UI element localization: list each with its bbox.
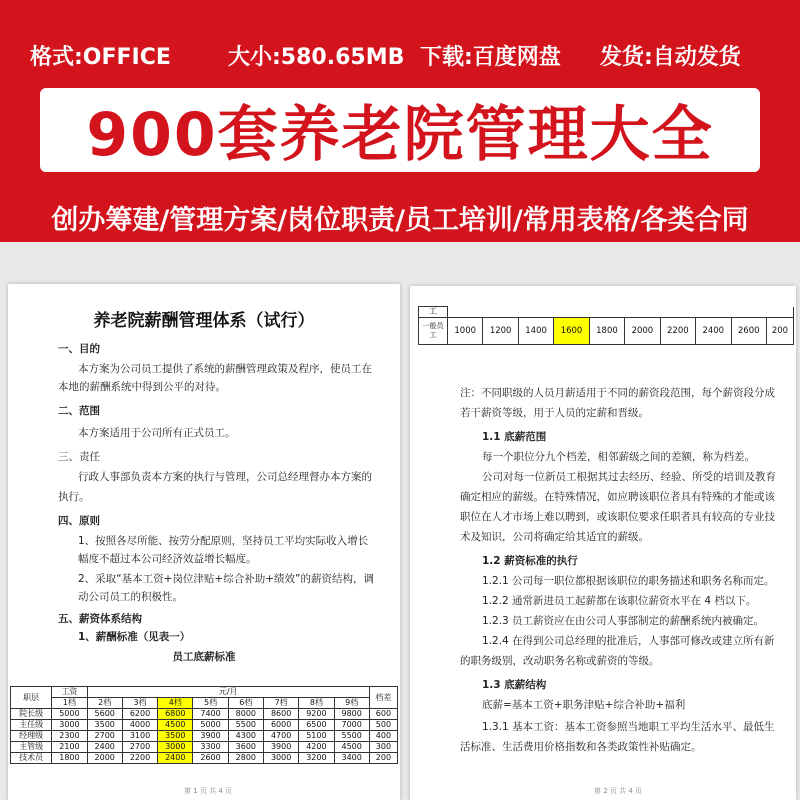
table-cell: 3900 <box>263 742 298 753</box>
table-cell: 3500 <box>87 720 122 731</box>
table-cell: 主任级 <box>11 720 52 731</box>
section-heading: 四、原则 <box>58 515 100 527</box>
table-cell: 5000 <box>193 720 228 731</box>
paragraph-line: 行政人事部负责本方案的执行与管理，公司总经理督办本方案的 <box>78 471 372 483</box>
table-cell: 2200 <box>660 318 695 345</box>
paragraph-line: 执行。 <box>58 491 90 503</box>
table-cell <box>448 307 794 318</box>
section-heading: 1.3 底薪结构 <box>482 679 547 691</box>
paragraph-line: 2、采取“基本工资+岗位津贴+综合补助+绩效”的薪资结构，调 <box>78 573 374 585</box>
paragraph-line: 活标准、生活费用价格指数和各类政策性补贴确定。 <box>460 741 702 753</box>
table-header: 9档 <box>334 698 369 709</box>
table-cell: 2400 <box>87 742 122 753</box>
table-cell: 3000 <box>52 720 87 731</box>
table-cell: 600 <box>369 709 397 720</box>
table-cell: 6500 <box>299 720 334 731</box>
paragraph-line: 若干薪资等级，用于人员的定薪和晋级。 <box>460 407 649 419</box>
row-label: 工 <box>429 331 437 339</box>
table-cell: 6200 <box>122 709 157 720</box>
salary-table-continued <box>418 306 794 345</box>
table-row <box>11 720 398 731</box>
table-cell: 9800 <box>334 709 369 720</box>
table-cell: 5000 <box>52 709 87 720</box>
section-heading: 五、薪资体系结构 <box>58 613 142 625</box>
table-header: 8档 <box>299 698 334 709</box>
paragraph-line: 职位在人才市场上难以聘到，或该职位要求任职者具有较高的专业技 <box>460 511 775 523</box>
table-cell: 7400 <box>193 709 228 720</box>
table-caption: 员工底薪标准 <box>172 651 236 663</box>
table-cell: 2300 <box>52 731 87 742</box>
table-row <box>11 731 398 742</box>
paragraph-line: 本方案为公司员工提供了系统的薪酬管理政策及程序，使员工在 <box>78 363 372 375</box>
subsection-heading: 1、薪酬标准（见表一） <box>78 631 191 643</box>
banner-title: 900套养老院管理大全 <box>86 100 714 170</box>
table-cell: 3000 <box>158 742 193 753</box>
table-cell: 2600 <box>731 318 766 345</box>
table-cell: 8600 <box>263 709 298 720</box>
doc-title: 养老院薪酬管理体系（试行） <box>93 311 315 331</box>
table-cell: 4200 <box>299 742 334 753</box>
paragraph-line: 本方案适用于公司所有正式员工。 <box>78 427 236 439</box>
table-header: 4档 <box>158 698 193 709</box>
table-cell: 3300 <box>193 742 228 753</box>
section-heading: 一、目的 <box>58 343 100 355</box>
paragraph-line: 的职务级别，改动职务名称或薪资的等级。 <box>460 655 660 667</box>
table-cell: 1400 <box>518 318 553 345</box>
table-cell: 4700 <box>263 731 298 742</box>
table-header: 档差 <box>369 687 397 709</box>
table-cell: 1800 <box>589 318 624 345</box>
title-box <box>40 88 760 172</box>
table-cell: 经理级 <box>11 731 52 742</box>
paragraph-line: 1.3.1 基本工资：基本工资参照当地职工平均生活水平、最低生 <box>482 721 775 733</box>
paragraph-line: 1.2.3 员工薪资应在由公司人事部制定的薪酬系统内被确定。 <box>482 615 765 627</box>
paragraph-line: 1、按照各尽所能、按劳分配原则，坚持员工平均实际收入增长 <box>78 535 369 547</box>
table-cell: 3200 <box>299 753 334 764</box>
table-cell: 200 <box>369 753 397 764</box>
table-cell: 3500 <box>158 731 193 742</box>
table-cell: 5500 <box>228 720 263 731</box>
paragraph-line: 1.2.4 在得到公司总经理的批准后，人事部可修改或建立所有新 <box>482 635 775 647</box>
table-cell: 2400 <box>696 318 731 345</box>
table-cell: 8000 <box>228 709 263 720</box>
table-cell: 5600 <box>87 709 122 720</box>
table-cell: 3600 <box>228 742 263 753</box>
table-cell: 6000 <box>263 720 298 731</box>
table-cell: 4500 <box>158 720 193 731</box>
table-header: 7档 <box>263 698 298 709</box>
table-header: 元/月 <box>87 687 369 698</box>
document-page-right <box>410 286 796 800</box>
table-cell: 500 <box>369 720 397 731</box>
table-cell: 4500 <box>334 742 369 753</box>
table-header: 6档 <box>228 698 263 709</box>
table-cell: 4000 <box>122 720 157 731</box>
table-row <box>11 753 398 764</box>
delivery-label: 发货:自动发货 <box>600 45 741 70</box>
table-cell: 2800 <box>228 753 263 764</box>
table-cell: 1200 <box>483 318 518 345</box>
table-cell: 300 <box>369 742 397 753</box>
table-cell: 2000 <box>625 318 660 345</box>
table-cell: 2000 <box>87 753 122 764</box>
paragraph-line: 1.2.1 公司每一职位都根据该职位的职务描述和职务名称而定。 <box>482 575 775 587</box>
table-cell: 3000 <box>263 753 298 764</box>
table-cell: 2700 <box>87 731 122 742</box>
table-header: 5档 <box>193 698 228 709</box>
download-label: 下载:百度网盘 <box>420 45 561 70</box>
salary-table <box>10 686 398 764</box>
paragraph-line: 每一个职位分九个档差，相邻薪级之间的差额，称为档差。 <box>482 451 755 463</box>
table-header: 2档 <box>87 698 122 709</box>
paragraph-line: 幅度不超过本公司经济效益增长幅度。 <box>78 553 257 565</box>
size-label: 大小:580.65MB <box>228 45 405 70</box>
paragraph-line: 动公司员工的积极性。 <box>78 591 183 603</box>
table-cell: 5500 <box>334 731 369 742</box>
table-cell: 6800 <box>158 709 193 720</box>
table-cell: 技术员 <box>11 753 52 764</box>
table-cell: 1000 <box>448 318 483 345</box>
paragraph-line: 底薪=基本工资+职务津贴+综合补助+福利 <box>482 699 686 711</box>
paragraph-line: 确定相应的薪级。在特殊情况，如应聘该职位者具有特殊的才能或该 <box>460 491 775 503</box>
row-label: 一般员 <box>422 322 444 330</box>
page-footer: 第 2 页 共 4 页 <box>594 787 643 795</box>
table-cell: 工 <box>419 307 448 318</box>
table-cell: 7000 <box>334 720 369 731</box>
table-cell: 主管级 <box>11 742 52 753</box>
section-heading: 二、范围 <box>58 405 100 417</box>
paragraph-line: 本地的薪酬系统中得到公平的对待。 <box>58 381 226 393</box>
table-cell: 4300 <box>228 731 263 742</box>
table-cell: 3400 <box>334 753 369 764</box>
table-cell: 3100 <box>122 731 157 742</box>
table-cell: 院长级 <box>11 709 52 720</box>
table-cell: 2200 <box>122 753 157 764</box>
table-header: 1档 <box>52 698 87 709</box>
banner-subtitle: 创办筹建/管理方案/岗位职责/员工培训/常用表格/各类合同 <box>51 205 749 236</box>
promo-banner <box>0 0 800 242</box>
section-heading: 1.2 薪资标准的执行 <box>482 555 578 567</box>
table-row <box>419 318 794 345</box>
document-page-left <box>8 284 400 800</box>
table-cell: 2700 <box>122 742 157 753</box>
section-heading: 1.1 底薪范围 <box>482 431 547 443</box>
table-cell: 2600 <box>193 753 228 764</box>
table-cell: 2100 <box>52 742 87 753</box>
table-row <box>11 709 398 720</box>
table-cell: 2400 <box>158 753 193 764</box>
table-cell: 1800 <box>52 753 87 764</box>
paragraph-line: 公司对每一位新员工根据其过去经历、经验、所受的培训及教育 <box>482 471 776 483</box>
page-footer: 第 1 页 共 4 页 <box>184 787 233 795</box>
table-cell: 400 <box>369 731 397 742</box>
table-cell: 5100 <box>299 731 334 742</box>
format-label: 格式:OFFICE <box>30 45 171 70</box>
table-cell: 3900 <box>193 731 228 742</box>
paragraph-line: 术及知识，公司将确定给其适宜的薪级。 <box>460 531 649 543</box>
table-header: 3档 <box>122 698 157 709</box>
table-cell: 1600 <box>554 318 589 345</box>
table-cell: 200 <box>766 318 793 345</box>
table-cell: 9200 <box>299 709 334 720</box>
table-row <box>11 742 398 753</box>
section-heading: 三、责任 <box>58 451 100 463</box>
paragraph-line: 注：不同职级的人员月薪适用于不同的薪资段范围，每个薪资段分成 <box>460 387 775 399</box>
meta-row <box>0 40 800 70</box>
table-header: 职层 <box>11 687 52 709</box>
paragraph-line: 1.2.2 通常新进员工起薪都在该职位薪资水平在 4 档以下。 <box>482 595 757 607</box>
table-header: 工资 <box>52 687 87 698</box>
